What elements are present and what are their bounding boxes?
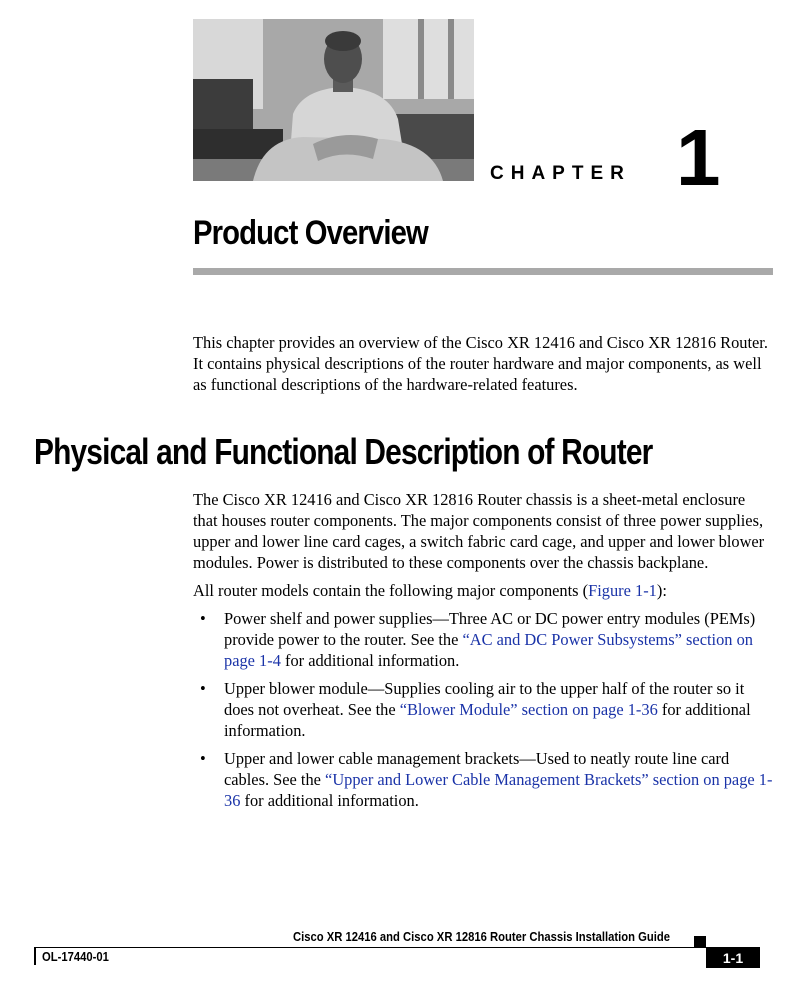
list-item-text-after: for additional information.	[240, 791, 419, 810]
section-heading: Physical and Functional Description of Router	[34, 431, 653, 472]
bullet-icon: •	[200, 749, 206, 768]
list-item-text-after: for additional information.	[280, 651, 460, 670]
chapter-label: CHAPTER	[490, 163, 631, 184]
page-number: 1-1	[706, 948, 760, 968]
list-item-blower-module	[193, 678, 773, 741]
bullet-icon: •	[200, 679, 206, 698]
list-item-cable-brackets	[193, 748, 773, 811]
list-item-text-before: Upper and lower cable management brackets—Used to neatly route line card cables. See the	[224, 749, 730, 789]
list-item-text-before: Upper blower module—Supplies cooling air to the upper half of the router so it does not overheat. See the	[224, 679, 745, 719]
list-item-text-before: Power shelf and power supplies—Three AC or DC power entry modules (PEMs) provide power to the router. See the	[224, 609, 756, 649]
section-body	[193, 489, 773, 818]
footer-doc-id: OL-17440-01	[42, 950, 109, 964]
bullet-icon: •	[200, 609, 206, 628]
list-item-text-after: for additional information.	[224, 700, 751, 740]
paragraph-2-text-before: All router models contain the following major components (	[193, 581, 589, 600]
chapter-number: 1	[676, 113, 721, 202]
paragraph-2-text-after: ):	[656, 581, 667, 600]
footer-left-bar	[34, 947, 36, 965]
component-list	[193, 608, 773, 811]
figure-1-1-link[interactable]: Figure 1-1	[588, 581, 657, 600]
footer-guide-title: Cisco XR 12416 and Cisco XR 12816 Router Chassis Installation Guide	[293, 930, 671, 944]
chapter-photo	[193, 19, 474, 181]
chapter-title: Product Overview	[193, 214, 428, 252]
title-rule	[193, 268, 773, 275]
cable-brackets-link[interactable]: “Upper and Lower Cable Management Brackets” section on page 1-36	[224, 770, 773, 810]
section-paragraph-2	[193, 580, 773, 601]
blower-module-link[interactable]: “Blower Module” section on page 1-36	[399, 700, 658, 719]
section-paragraph-1: The Cisco XR 12416 and Cisco XR 12816 Router chassis is a sheet-metal enclosure that houses router components. The major components consist of three power supplies, upper and lower line card cages, a switch fabric card cage, and upper and lower blower modules. Power is distributed to these components over the chassis backplane.	[193, 490, 765, 572]
power-subsystems-link[interactable]: “AC and DC Power Subsystems” section on page 1-4	[224, 630, 753, 670]
list-item-power-shelf	[193, 608, 773, 671]
footer-rule	[34, 947, 760, 948]
intro-paragraph: This chapter provides an overview of the Cisco XR 12416 and Cisco XR 12816 Router. It contains physical descriptions of the router hardware and major components, as well as functional descriptions of the hardware-related features.	[193, 333, 768, 394]
